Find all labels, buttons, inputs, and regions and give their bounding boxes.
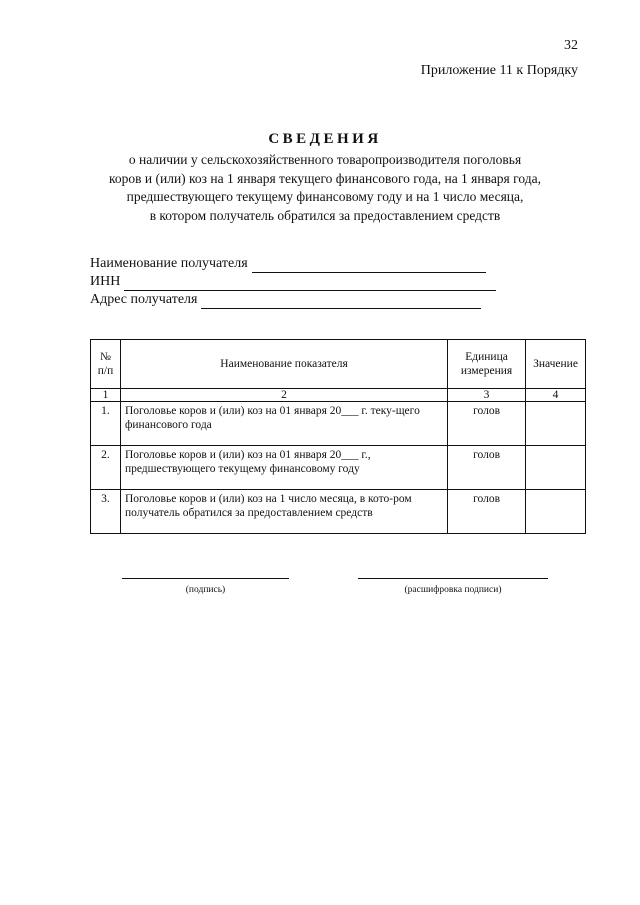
row-value-cell[interactable] [526, 446, 586, 490]
header-cell-number: № п/п [91, 340, 121, 389]
row-indicator: Поголовье коров и (или) коз на 01 января 20___ г., предшествующего текущему финансовому году [120, 446, 447, 490]
recipient-address-line[interactable] [201, 295, 481, 309]
annex-label: Приложение 11 к Порядку [420, 63, 578, 78]
header-cell-value: Значение [526, 340, 586, 389]
signature-caption: (подпись) [185, 585, 226, 595]
inn-line[interactable] [124, 277, 496, 291]
document-subtitle [60, 151, 590, 225]
recipient-address-label: Адрес получателя [90, 292, 198, 307]
signature-line[interactable] [122, 578, 289, 579]
row-number: 2. [91, 446, 121, 490]
subtitle-line: в котором получатель обратился за предоставлением средств [149, 207, 501, 223]
table-row [91, 446, 586, 490]
subtitle-line: о наличии у сельскохозяйственного товаропроизводителя поголовья [128, 152, 522, 167]
subtitle-line: коров и (или) коз на 1 января текущего финансового года, на 1 января года, [109, 170, 541, 186]
row-value-cell[interactable] [526, 490, 586, 534]
page-number: 32 [564, 38, 578, 53]
table-header-row [91, 340, 586, 389]
heading-block [60, 131, 590, 225]
inn-field[interactable] [90, 273, 496, 291]
signature-decoding-block [358, 578, 548, 595]
row-unit: голов [448, 490, 526, 534]
document-title: СВЕДЕНИЯ [268, 131, 382, 147]
livestock-table [90, 339, 586, 534]
table-row [91, 490, 586, 534]
row-unit: голов [448, 446, 526, 490]
row-indicator: Поголовье коров и (или) коз на 1 число месяца, в кото-ром получатель обратился за предоставлением средств [120, 490, 447, 534]
recipient-address-field[interactable] [90, 291, 496, 309]
recipient-name-line[interactable] [252, 259, 486, 273]
signature-decoding-caption: (расшифровка подписи) [404, 585, 502, 595]
column-numbers-row [91, 389, 586, 402]
recipient-name-field[interactable] [90, 255, 496, 273]
table-row [91, 402, 586, 446]
row-indicator: Поголовье коров и (или) коз на 01 января 20___ г. теку-щего финансового года [120, 402, 447, 446]
recipient-name-label: Наименование получателя [90, 256, 248, 271]
row-unit: голов [448, 402, 526, 446]
subtitle-line: предшествующего текущему финансовому году и на 1 число месяца, [126, 189, 524, 204]
row-value-cell[interactable] [526, 402, 586, 446]
column-number: 1 [91, 389, 121, 402]
signature-block [122, 578, 289, 595]
column-number: 4 [526, 389, 586, 402]
row-number: 3. [91, 490, 121, 534]
header-cell-unit: Единица измерения [448, 340, 526, 389]
recipient-fields [90, 255, 496, 309]
column-number: 3 [448, 389, 526, 402]
header-cell-indicator: Наименование показателя [120, 340, 447, 389]
signature-decoding-line[interactable] [358, 578, 548, 579]
column-number: 2 [120, 389, 447, 402]
row-number: 1. [91, 402, 121, 446]
inn-label: ИНН [90, 274, 121, 289]
